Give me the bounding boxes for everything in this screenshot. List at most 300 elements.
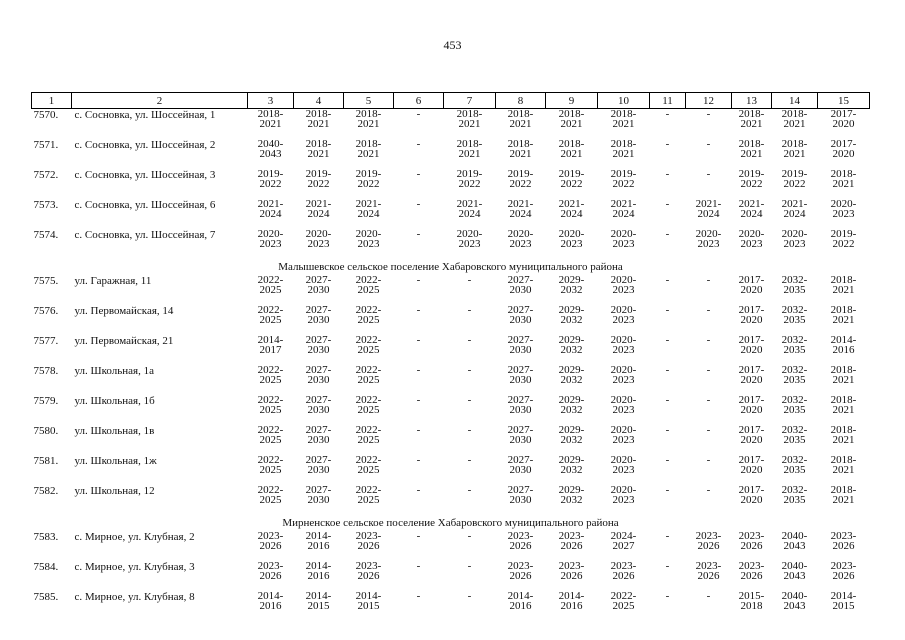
cell-c11 bbox=[650, 139, 686, 169]
cell-line: 2027- bbox=[305, 364, 332, 376]
cell-c10 bbox=[598, 395, 650, 425]
cell-c5 bbox=[344, 229, 394, 259]
cell-c13 bbox=[732, 591, 772, 621]
cell-line: 2035 bbox=[783, 434, 806, 446]
cell-line: 2030 bbox=[509, 314, 532, 326]
cell-line: 2021- bbox=[355, 198, 382, 210]
cell-line: - bbox=[416, 304, 421, 316]
cell-line: 2023- bbox=[257, 560, 284, 572]
cell-line: 2027 bbox=[612, 540, 635, 552]
cell-c3 bbox=[248, 365, 294, 395]
row-address: ул. Первомайская, 14 bbox=[74, 305, 174, 317]
cell-c6 bbox=[394, 169, 444, 199]
cell-line: 2018- bbox=[830, 274, 857, 286]
cell-line: 2014- bbox=[257, 334, 284, 346]
table-row bbox=[32, 275, 870, 305]
cell-line: - bbox=[706, 424, 711, 436]
cell-c3 bbox=[248, 139, 294, 169]
cell-line: 2025 bbox=[357, 464, 380, 476]
cell-line: 2016 bbox=[307, 570, 330, 582]
cell-c14 bbox=[772, 455, 818, 485]
cell-line: 2027- bbox=[305, 274, 332, 286]
cell-line: 2021- bbox=[610, 198, 637, 210]
cell-line: 2022- bbox=[257, 424, 284, 436]
cell-line: 2030 bbox=[509, 434, 532, 446]
cell-c9 bbox=[546, 561, 598, 591]
cell-c15 bbox=[818, 229, 870, 259]
cell-c12 bbox=[686, 365, 732, 395]
cell-c13 bbox=[732, 531, 772, 561]
cell-c10 bbox=[598, 229, 650, 259]
cell-line: 2032 bbox=[560, 344, 583, 356]
cell-c3 bbox=[248, 335, 294, 365]
cell-c9 bbox=[546, 455, 598, 485]
cell-c4 bbox=[294, 365, 344, 395]
cell-c12 bbox=[686, 109, 732, 140]
cell-c10 bbox=[598, 591, 650, 621]
cell-line: 2020- bbox=[456, 228, 483, 240]
cell-line: 2022- bbox=[257, 454, 284, 466]
cell-line: - bbox=[467, 530, 472, 542]
cell-line: 2024 bbox=[509, 208, 532, 220]
cell-c14 bbox=[772, 531, 818, 561]
cell-c7 bbox=[444, 591, 496, 621]
cell-line: 2022 bbox=[307, 178, 330, 190]
cell-line: - bbox=[665, 228, 670, 240]
cell-line: 2017- bbox=[738, 364, 765, 376]
cell-line: 2016 bbox=[259, 600, 282, 612]
cell-line: 2023 bbox=[509, 238, 532, 250]
cell-line: 2017- bbox=[738, 424, 765, 436]
cell-line: 2040- bbox=[257, 138, 284, 150]
cell-line: 2027- bbox=[305, 454, 332, 466]
cell-c15 bbox=[818, 425, 870, 455]
cell-line: 2020 bbox=[740, 494, 763, 506]
cell-c5 bbox=[344, 455, 394, 485]
table-row bbox=[32, 199, 870, 229]
cell-line: 2020- bbox=[610, 454, 637, 466]
table-row bbox=[32, 485, 870, 515]
cell-line: - bbox=[416, 138, 421, 150]
cell-c4 bbox=[294, 425, 344, 455]
cell-line: 2025 bbox=[357, 344, 380, 356]
cell-line: 2023 bbox=[783, 238, 806, 250]
row-address: с. Мирное, ул. Клубная, 8 bbox=[74, 591, 195, 603]
cell-c10 bbox=[598, 169, 650, 199]
cell-line: 2023- bbox=[738, 530, 765, 542]
cell-c8 bbox=[496, 485, 546, 515]
cell-line: 2016 bbox=[509, 600, 532, 612]
cell-line: - bbox=[665, 424, 670, 436]
cell-line: - bbox=[665, 364, 670, 376]
cell-c8 bbox=[496, 199, 546, 229]
cell-line: - bbox=[416, 530, 421, 542]
cell-line: 2025 bbox=[259, 314, 282, 326]
column-header-3: 3 bbox=[248, 93, 294, 109]
cell-c7 bbox=[444, 275, 496, 305]
cell-line: 2030 bbox=[509, 344, 532, 356]
cell-line: 2030 bbox=[509, 404, 532, 416]
cell-c3 bbox=[248, 305, 294, 335]
cell-line: 2035 bbox=[783, 374, 806, 386]
cell-line: 2035 bbox=[783, 314, 806, 326]
cell-line: 2023- bbox=[558, 530, 585, 542]
cell-line: 2020 bbox=[740, 344, 763, 356]
cell-line: - bbox=[416, 394, 421, 406]
cell-line: 2023 bbox=[612, 494, 635, 506]
cell-c6 bbox=[394, 455, 444, 485]
cell-line: 2022 bbox=[612, 178, 635, 190]
cell-line: 2026 bbox=[697, 540, 720, 552]
cell-line: 2032 bbox=[560, 434, 583, 446]
row-address: с. Сосновка, ул. Шоссейная, 6 bbox=[74, 199, 216, 211]
cell-line: 2022 bbox=[783, 178, 806, 190]
cell-line: 2026 bbox=[357, 540, 380, 552]
cell-line: 2026 bbox=[612, 570, 635, 582]
cell-c14 bbox=[772, 199, 818, 229]
cell-line: - bbox=[467, 334, 472, 346]
cell-c3 bbox=[248, 109, 294, 140]
cell-line: 2018- bbox=[507, 138, 534, 150]
cell-line: 2018- bbox=[830, 484, 857, 496]
cell-line: 2023 bbox=[612, 374, 635, 386]
cell-line: 2027- bbox=[507, 394, 534, 406]
cell-line: 2021- bbox=[695, 198, 722, 210]
column-header-15: 15 bbox=[818, 93, 870, 109]
cell-c7 bbox=[444, 561, 496, 591]
cell-line: 2027- bbox=[305, 304, 332, 316]
row-address: ул. Школьная, 1а bbox=[74, 365, 154, 377]
cell-line: 2022 bbox=[740, 178, 763, 190]
cell-c12 bbox=[686, 485, 732, 515]
cell-c14 bbox=[772, 485, 818, 515]
cell-c7 bbox=[444, 335, 496, 365]
cell-line: 2023- bbox=[830, 560, 857, 572]
cell-line: 2025 bbox=[612, 600, 635, 612]
section-header-row bbox=[32, 259, 870, 275]
cell-c9 bbox=[546, 109, 598, 140]
cell-line: 2030 bbox=[307, 374, 330, 386]
cell-line: 2015- bbox=[738, 590, 765, 602]
cell-line: 2018- bbox=[738, 138, 765, 150]
cell-line: 2023- bbox=[507, 560, 534, 572]
cell-line: 2018- bbox=[355, 108, 382, 120]
cell-line: 2043 bbox=[783, 540, 806, 552]
cell-c7 bbox=[444, 305, 496, 335]
cell-line: 2018- bbox=[781, 108, 808, 120]
cell-c5 bbox=[344, 485, 394, 515]
cell-line: 2032 bbox=[560, 284, 583, 296]
cell-c6 bbox=[394, 561, 444, 591]
cell-c10 bbox=[598, 531, 650, 561]
cell-line: - bbox=[665, 274, 670, 286]
cell-line: 2020- bbox=[257, 228, 284, 240]
cell-line: 2027- bbox=[507, 304, 534, 316]
cell-line: - bbox=[467, 484, 472, 496]
row-address: с. Сосновка, ул. Шоссейная, 3 bbox=[74, 169, 216, 181]
cell-line: 2017- bbox=[738, 454, 765, 466]
cell-line: 2030 bbox=[307, 404, 330, 416]
cell-line: 2030 bbox=[307, 284, 330, 296]
cell-line: 2015 bbox=[357, 600, 380, 612]
cell-c6 bbox=[394, 229, 444, 259]
cell-line: - bbox=[706, 334, 711, 346]
cell-line: - bbox=[416, 590, 421, 602]
row-number: 7583. bbox=[33, 531, 59, 543]
cell-c13 bbox=[732, 305, 772, 335]
cell-c6 bbox=[394, 365, 444, 395]
cell-line: 2026 bbox=[740, 570, 763, 582]
cell-line: 2023 bbox=[612, 464, 635, 476]
column-header-9: 9 bbox=[546, 93, 598, 109]
cell-line: 2040- bbox=[781, 560, 808, 572]
cell-line: 2030 bbox=[307, 314, 330, 326]
cell-line: 2015 bbox=[307, 600, 330, 612]
cell-c6 bbox=[394, 139, 444, 169]
section-title: Мирненское сельское поселение Хабаровского муниципального района bbox=[282, 517, 619, 529]
cell-line: 2020- bbox=[610, 394, 637, 406]
cell-c12 bbox=[686, 169, 732, 199]
cell-line: 2014- bbox=[830, 590, 857, 602]
cell-c13 bbox=[732, 199, 772, 229]
cell-c13 bbox=[732, 109, 772, 140]
row-address: с. Мирное, ул. Клубная, 3 bbox=[74, 561, 195, 573]
cell-line: 2022- bbox=[355, 364, 382, 376]
cell-line: 2018- bbox=[305, 138, 332, 150]
cell-line: 2021 bbox=[612, 148, 635, 160]
cell-c7 bbox=[444, 169, 496, 199]
cell-line: 2030 bbox=[307, 434, 330, 446]
cell-line: 2019- bbox=[781, 168, 808, 180]
cell-line: 2043 bbox=[783, 570, 806, 582]
cell-c10 bbox=[598, 109, 650, 140]
cell-line: 2023 bbox=[458, 238, 481, 250]
cell-line: 2022- bbox=[610, 590, 637, 602]
cell-c12 bbox=[686, 199, 732, 229]
table-row bbox=[32, 365, 870, 395]
cell-c6 bbox=[394, 395, 444, 425]
row-number: 7582. bbox=[33, 485, 59, 497]
table-row bbox=[32, 305, 870, 335]
cell-c11 bbox=[650, 591, 686, 621]
cell-line: 2019- bbox=[355, 168, 382, 180]
cell-c7 bbox=[444, 425, 496, 455]
cell-line: 2018- bbox=[507, 108, 534, 120]
cell-c11 bbox=[650, 531, 686, 561]
row-address: ул. Школьная, 1в bbox=[74, 425, 155, 437]
cell-line: 2017- bbox=[738, 394, 765, 406]
cell-c3 bbox=[248, 229, 294, 259]
cell-line: 2019- bbox=[507, 168, 534, 180]
cell-line: 2018- bbox=[355, 138, 382, 150]
cell-line: 2040- bbox=[781, 590, 808, 602]
cell-line: 2029- bbox=[558, 454, 585, 466]
cell-line: 2023 bbox=[612, 434, 635, 446]
cell-line: - bbox=[706, 454, 711, 466]
cell-line: 2032 bbox=[560, 494, 583, 506]
cell-c4 bbox=[294, 275, 344, 305]
row-address: с. Сосновка, ул. Шоссейная, 7 bbox=[74, 229, 216, 241]
cell-line: 2032- bbox=[781, 334, 808, 346]
cell-c15 bbox=[818, 109, 870, 140]
cell-line: 2032 bbox=[560, 464, 583, 476]
cell-line: 2021 bbox=[307, 148, 330, 160]
cell-c5 bbox=[344, 335, 394, 365]
cell-line: 2020 bbox=[740, 314, 763, 326]
cell-line: - bbox=[416, 484, 421, 496]
cell-line: 2020 bbox=[832, 148, 855, 160]
cell-c15 bbox=[818, 169, 870, 199]
cell-line: 2021- bbox=[738, 198, 765, 210]
cell-c15 bbox=[818, 365, 870, 395]
cell-line: 2022- bbox=[355, 454, 382, 466]
cell-c9 bbox=[546, 305, 598, 335]
cell-c15 bbox=[818, 275, 870, 305]
cell-c5 bbox=[344, 425, 394, 455]
cell-line: 2032 bbox=[560, 314, 583, 326]
cell-c10 bbox=[598, 275, 650, 305]
row-address: с. Сосновка, ул. Шоссейная, 2 bbox=[74, 139, 216, 151]
cell-c9 bbox=[546, 275, 598, 305]
cell-c8 bbox=[496, 229, 546, 259]
cell-line: 2021- bbox=[257, 198, 284, 210]
column-header-5: 5 bbox=[344, 93, 394, 109]
cell-line: 2023 bbox=[697, 238, 720, 250]
cell-c5 bbox=[344, 365, 394, 395]
cell-c14 bbox=[772, 561, 818, 591]
cell-c13 bbox=[732, 561, 772, 591]
cell-line: 2021 bbox=[832, 374, 855, 386]
cell-line: - bbox=[706, 168, 711, 180]
cell-line: 2023 bbox=[612, 404, 635, 416]
cell-line: 2021- bbox=[305, 198, 332, 210]
schedule-table bbox=[31, 92, 870, 621]
cell-c10 bbox=[598, 425, 650, 455]
cell-line: 2027- bbox=[507, 424, 534, 436]
cell-line: 2018- bbox=[558, 108, 585, 120]
cell-c7 bbox=[444, 485, 496, 515]
table-row bbox=[32, 169, 870, 199]
cell-line: 2020 bbox=[832, 118, 855, 130]
cell-c7 bbox=[444, 199, 496, 229]
cell-line: 2023 bbox=[560, 238, 583, 250]
cell-line: 2035 bbox=[783, 464, 806, 476]
cell-c11 bbox=[650, 109, 686, 140]
cell-line: 2019- bbox=[830, 228, 857, 240]
cell-c5 bbox=[344, 169, 394, 199]
cell-c15 bbox=[818, 395, 870, 425]
cell-line: 2026 bbox=[509, 540, 532, 552]
cell-line: 2032- bbox=[781, 304, 808, 316]
cell-line: 2022- bbox=[257, 274, 284, 286]
cell-line: 2024 bbox=[307, 208, 330, 220]
cell-line: 2020- bbox=[558, 228, 585, 240]
cell-line: 2025 bbox=[357, 434, 380, 446]
cell-c12 bbox=[686, 531, 732, 561]
cell-line: 2022- bbox=[355, 424, 382, 436]
table-row bbox=[32, 335, 870, 365]
table-row bbox=[32, 531, 870, 561]
cell-line: 2019- bbox=[610, 168, 637, 180]
cell-c15 bbox=[818, 199, 870, 229]
cell-line: 2022- bbox=[257, 484, 284, 496]
cell-line: 2029- bbox=[558, 424, 585, 436]
cell-line: 2025 bbox=[259, 404, 282, 416]
cell-c12 bbox=[686, 395, 732, 425]
header-row bbox=[32, 93, 870, 109]
cell-c6 bbox=[394, 305, 444, 335]
cell-line: 2030 bbox=[509, 284, 532, 296]
cell-line: 2021 bbox=[560, 118, 583, 130]
row-number: 7581. bbox=[33, 455, 59, 467]
cell-c9 bbox=[546, 139, 598, 169]
cell-line: 2021 bbox=[832, 464, 855, 476]
cell-line: 2014- bbox=[305, 560, 332, 572]
cell-line: - bbox=[706, 394, 711, 406]
cell-line: - bbox=[706, 108, 711, 120]
cell-line: 2021 bbox=[832, 404, 855, 416]
cell-line: 2020- bbox=[305, 228, 332, 240]
cell-line: 2020 bbox=[740, 434, 763, 446]
cell-line: 2021 bbox=[259, 118, 282, 130]
cell-c11 bbox=[650, 199, 686, 229]
cell-line: 2032- bbox=[781, 394, 808, 406]
cell-c9 bbox=[546, 169, 598, 199]
cell-c10 bbox=[598, 335, 650, 365]
table-row bbox=[32, 395, 870, 425]
cell-line: 2019- bbox=[257, 168, 284, 180]
cell-c15 bbox=[818, 335, 870, 365]
cell-line: 2027- bbox=[507, 484, 534, 496]
cell-c13 bbox=[732, 335, 772, 365]
cell-c10 bbox=[598, 485, 650, 515]
cell-c3 bbox=[248, 531, 294, 561]
row-number: 7584. bbox=[33, 561, 59, 573]
cell-line: 2023- bbox=[257, 530, 284, 542]
cell-line: 2014- bbox=[830, 334, 857, 346]
cell-line: 2026 bbox=[357, 570, 380, 582]
cell-c9 bbox=[546, 531, 598, 561]
cell-line: 2021- bbox=[558, 198, 585, 210]
cell-line: 2014- bbox=[355, 590, 382, 602]
cell-line: 2032 bbox=[560, 404, 583, 416]
cell-line: 2025 bbox=[259, 464, 282, 476]
cell-c4 bbox=[294, 531, 344, 561]
cell-c6 bbox=[394, 485, 444, 515]
cell-c13 bbox=[732, 425, 772, 455]
cell-line: 2021 bbox=[357, 148, 380, 160]
cell-line: 2029- bbox=[558, 484, 585, 496]
cell-c5 bbox=[344, 305, 394, 335]
cell-c6 bbox=[394, 425, 444, 455]
cell-c6 bbox=[394, 335, 444, 365]
cell-c12 bbox=[686, 275, 732, 305]
cell-line: 2021 bbox=[832, 434, 855, 446]
cell-c14 bbox=[772, 275, 818, 305]
cell-c9 bbox=[546, 485, 598, 515]
table-row bbox=[32, 561, 870, 591]
cell-line: 2021 bbox=[740, 118, 763, 130]
cell-line: 2018- bbox=[738, 108, 765, 120]
column-header-6: 6 bbox=[394, 93, 444, 109]
row-address: ул. Гаражная, 11 bbox=[74, 275, 152, 287]
cell-c6 bbox=[394, 199, 444, 229]
cell-line: 2018- bbox=[456, 138, 483, 150]
table-row bbox=[32, 425, 870, 455]
cell-line: 2020- bbox=[781, 228, 808, 240]
cell-line: 2035 bbox=[783, 284, 806, 296]
cell-line: 2021 bbox=[832, 178, 855, 190]
